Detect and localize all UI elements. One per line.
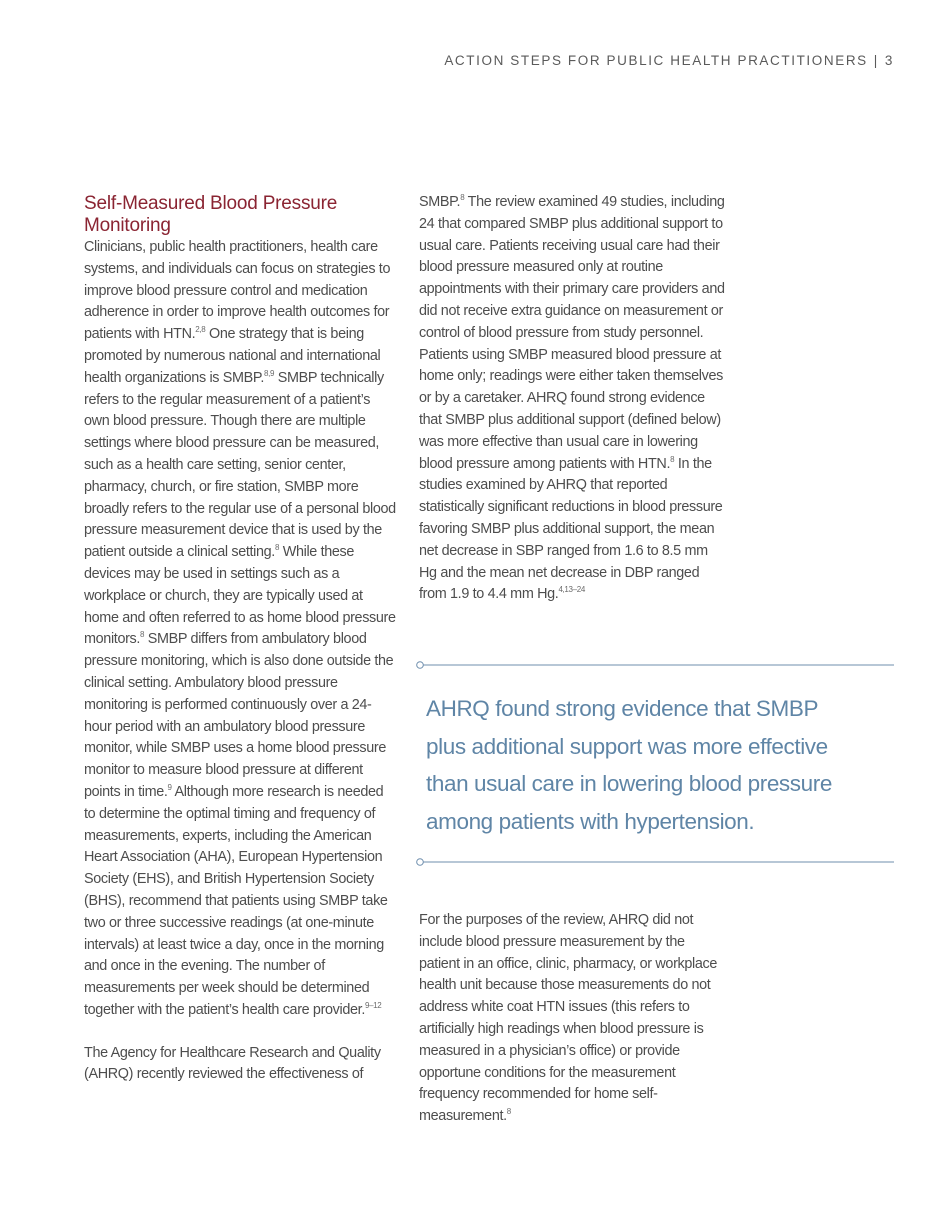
- running-header: [444, 53, 894, 68]
- citation: 9–12: [364, 1000, 382, 1010]
- pull-quote-top-rule: [416, 661, 894, 669]
- left-paragraph-1: Clinicians, public health practitioners, health care systems, and individuals can focus on strategies to improve blood pressure control and medication adherence in order to improve health outcomes for patients with HTN.$^{2,8}$ One strategy that is being promoted by numerous national and international health organizations is SMBP.$^{8,9}$ SMBP technically refers to the regular measurement of a patient’s own blood pressure. Though there are multiple settings where blood pressure can be measured, such as a health care setting, senior center, pharmacy, church, or fire station, SMBP more broadly refers to the regular use of a personal blood pressure measurement device that is used by the patient outside a clinical setting.$^8$ While these devices may be used in settings such as a workplace or church, they are typically used at home and often referred to as home blood pressure monitors.$^8$ SMBP differs from ambulatory blood pressure monitoring, which is also done outside the clinical setting. Ambulatory blood pressure monitoring is performed continuously over a 24-hour period with an ambulatory blood pressure monitor, while SMBP uses a home blood pressure monitor to measure blood pressure at different points in time.$^9$ Although more research is needed to determine the optimal timing and frequency of measurements, experts, including the American Heart Association (AHA), European Hypertension Society (EHS), and British Hypertension Society (BHS), recommend that patients using SMBP take two or three successive readings (at one-minute intervals) at least twice a day, once in the morning and once in the evening. The number of measurements per week should be determined together with the patient’s health care provider.$^{9-12}$: [84, 239, 396, 1018]
- citation: 9: [167, 782, 172, 792]
- page-number: 3: [884, 53, 894, 68]
- citation: 8,9: [263, 368, 275, 378]
- citation: 8: [460, 193, 465, 202]
- citation: 8: [140, 630, 145, 640]
- left-paragraph-2: The Agency for Healthcare Research and Quality (AHRQ) recently reviewed the effectiveness of: [84, 1044, 381, 1083]
- section-title: Self-Measured Blood Pressure Monitoring: [84, 193, 338, 236]
- running-header-separator: |: [873, 53, 879, 68]
- running-header-title: ACTION STEPS FOR PUBLIC HEALTH PRACTITIONERS: [444, 53, 868, 68]
- pull-quote-bottom-rule: [416, 858, 894, 866]
- citation: 8: [506, 1107, 511, 1117]
- citation: 4,13–24: [558, 585, 585, 595]
- citation: 8: [274, 543, 280, 553]
- citation: 8: [670, 454, 675, 464]
- pull-quote: AHRQ found strong evidence that SMBP plus additional support was more effective than usual care in lowering blood pressure among patients with hypertension.: [426, 696, 832, 834]
- left-column: [84, 193, 396, 1086]
- right-paragraph-2: For the purposes of the review, AHRQ did not include blood pressure measurement by the patient in an office, clinic, pharmacy, or workplace health unit because those measurements do not address white coat HTN issues (this refers to artificially high readings when blood pressure is measured in a physician’s office) or provide opportune conditions for the measurement frequency recommended for home self-measurement.$^8$: [419, 912, 718, 1125]
- citation: 2,8: [195, 325, 206, 335]
- right-paragraph-1: SMBP.$^8$ The review examined 49 studies, including 24 that compared SMBP plus additional support to usual care. Patients receiving usual care had their blood pressure measured only at routine appointments with their primary care providers and did not receive extra guidance on measurement or control of blood pressure from study personnel. Patients using SMBP measured blood pressure at home only; readings were either taken themselves or by a caretaker. AHRQ found strong evidence that SMBP plus additional support (defined below) was more effective than usual care in lowering blood pressure among patients with HTN.$^8$ In the studies examined by AHRQ that reported statistically significant reductions in blood pressure favoring SMBP plus additional support, the mean net decrease in SBP ranged from 1.6 to 8.5 mm Hg and the mean net decrease in DBP ranged from 1.9 to 4.4 mm Hg.$^{4,13-24}$: [419, 193, 725, 603]
